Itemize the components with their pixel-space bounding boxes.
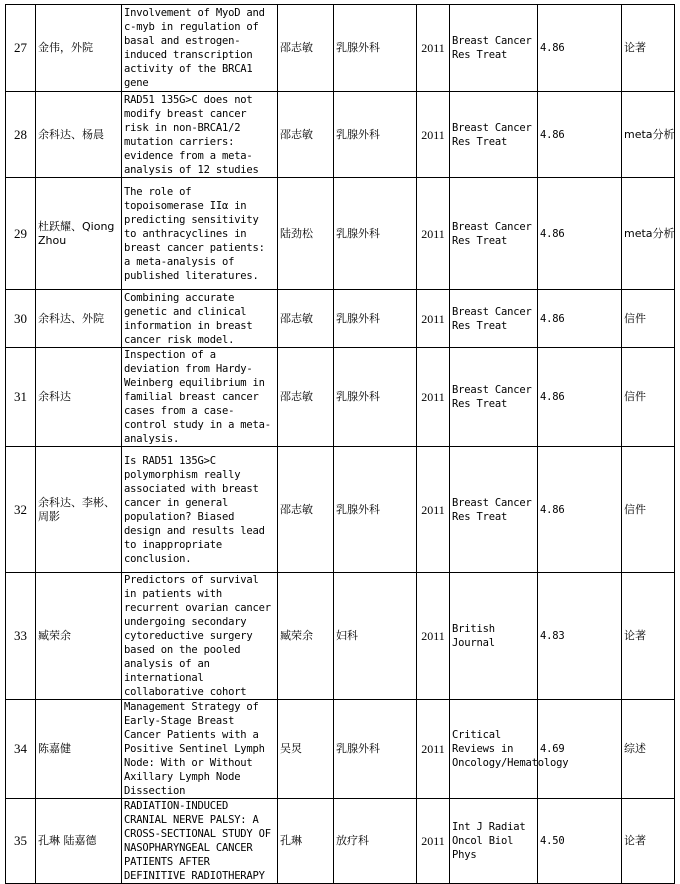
- department-cell: 妇科: [334, 573, 417, 700]
- table-row: [6, 178, 675, 290]
- authors-cell: 余科达、外院: [36, 290, 122, 348]
- table-row: [6, 5, 675, 92]
- impact-factor-cell: 4.86: [538, 447, 622, 573]
- title-cell: Predictors of survival in patients with recurrent ovarian cancer undergoing secondary cytoreductive surgery based on the pooled analysis of an international collaborative cohort: [122, 573, 278, 700]
- department-cell: 乳腺外科: [334, 447, 417, 573]
- impact-factor-cell: 4.86: [538, 178, 622, 290]
- authors-cell: 孔琳 陆嘉德: [36, 799, 122, 884]
- impact-factor-cell: 4.50: [538, 799, 622, 884]
- article-type-cell: 信件: [622, 447, 675, 573]
- title-cell: Is RAD51 135G>C polymorphism really associated with breast cancer in general population? Biased design and results lead to inappropriate conclusion.: [122, 447, 278, 573]
- title-cell: Involvement of MyoD and c-myb in regulation of basal and estrogen-induced transcription activity of the BRCA1 gene: [122, 5, 278, 92]
- impact-factor-cell: 4.86: [538, 290, 622, 348]
- impact-factor-cell: 4.83: [538, 573, 622, 700]
- row-number: 31: [6, 348, 36, 447]
- article-type-cell: 信件: [622, 290, 675, 348]
- row-number: 35: [6, 799, 36, 884]
- journal-cell: Breast Cancer Res Treat: [450, 5, 538, 92]
- table-row: [6, 447, 675, 573]
- department-cell: 乳腺外科: [334, 92, 417, 178]
- journal-cell: British Journal: [450, 573, 538, 700]
- journal-cell: Critical Reviews in Oncology/Hematology: [450, 700, 538, 799]
- corresponding-author-cell: 邵志敏: [278, 5, 334, 92]
- impact-factor-cell: 4.69: [538, 700, 622, 799]
- authors-cell: 余科达、杨晨: [36, 92, 122, 178]
- journal-cell: Breast Cancer Res Treat: [450, 178, 538, 290]
- year-cell: 2011: [417, 799, 450, 884]
- publication-table: [5, 4, 675, 884]
- title-cell: RAD51 135G>C does not modify breast cancer risk in non-BRCA1/2 mutation carriers: evidence from a meta-analysis of 12 studies: [122, 92, 278, 178]
- authors-cell: 臧荣余: [36, 573, 122, 700]
- table-body: [6, 5, 675, 884]
- department-cell: 乳腺外科: [334, 178, 417, 290]
- authors-cell: 余科达: [36, 348, 122, 447]
- row-number: 30: [6, 290, 36, 348]
- journal-cell: Breast Cancer Res Treat: [450, 447, 538, 573]
- authors-cell: 金伟，外院: [36, 5, 122, 92]
- row-number: 33: [6, 573, 36, 700]
- row-number: 28: [6, 92, 36, 178]
- corresponding-author-cell: 陆劲松: [278, 178, 334, 290]
- authors-cell: 余科达、李彬、周影: [36, 447, 122, 573]
- row-number: 27: [6, 5, 36, 92]
- year-cell: 2011: [417, 178, 450, 290]
- title-cell: RADIATION-INDUCED CRANIAL NERVE PALSY: A CROSS-SECTIONAL STUDY OF NASOPHARYNGEAL CANCER PATIENTS AFTER DEFINITIVE RADIOTHERAPY: [122, 799, 278, 884]
- table-row: [6, 799, 675, 884]
- row-number: 32: [6, 447, 36, 573]
- year-cell: 2011: [417, 700, 450, 799]
- row-number: 34: [6, 700, 36, 799]
- journal-cell: Breast Cancer Res Treat: [450, 290, 538, 348]
- corresponding-author-cell: 孔琳: [278, 799, 334, 884]
- year-cell: 2011: [417, 447, 450, 573]
- corresponding-author-cell: 臧荣余: [278, 573, 334, 700]
- table-row: [6, 290, 675, 348]
- title-cell: Management Strategy of Early-Stage Breast Cancer Patients with a Positive Sentinel Lymph Node: With or Without Axillary Lymph Node Dissection: [122, 700, 278, 799]
- article-type-cell: 论著: [622, 799, 675, 884]
- table-row: [6, 92, 675, 178]
- article-type-cell: 综述: [622, 700, 675, 799]
- title-cell: The role of topoisomerase IIα in predicting sensitivity to anthracyclines in breast cancer patients: a meta-analysis of published literatures.: [122, 178, 278, 290]
- department-cell: 乳腺外科: [334, 290, 417, 348]
- journal-cell: Breast Cancer Res Treat: [450, 92, 538, 178]
- article-type-cell: 论著: [622, 5, 675, 92]
- department-cell: 乳腺外科: [334, 348, 417, 447]
- journal-cell: Breast Cancer Res Treat: [450, 348, 538, 447]
- impact-factor-cell: 4.86: [538, 348, 622, 447]
- department-cell: 乳腺外科: [334, 5, 417, 92]
- impact-factor-cell: 4.86: [538, 92, 622, 178]
- corresponding-author-cell: 邵志敏: [278, 290, 334, 348]
- department-cell: 放疗科: [334, 799, 417, 884]
- journal-cell: Int J Radiat Oncol Biol Phys: [450, 799, 538, 884]
- title-cell: Inspection of a deviation from Hardy-Weinberg equilibrium in familial breast cancer cases from a case-control study in a meta-analysis.: [122, 348, 278, 447]
- corresponding-author-cell: 邵志敏: [278, 348, 334, 447]
- table-row: [6, 348, 675, 447]
- year-cell: 2011: [417, 573, 450, 700]
- year-cell: 2011: [417, 348, 450, 447]
- authors-cell: 陈嘉健: [36, 700, 122, 799]
- year-cell: 2011: [417, 92, 450, 178]
- corresponding-author-cell: 吴炅: [278, 700, 334, 799]
- article-type-cell: meta分析: [622, 92, 675, 178]
- article-type-cell: 信件: [622, 348, 675, 447]
- authors-cell: 杜跃耀、Qiong Zhou: [36, 178, 122, 290]
- year-cell: 2011: [417, 290, 450, 348]
- department-cell: 乳腺外科: [334, 700, 417, 799]
- impact-factor-cell: 4.86: [538, 5, 622, 92]
- article-type-cell: meta分析: [622, 178, 675, 290]
- table-row: [6, 573, 675, 700]
- title-cell: Combining accurate genetic and clinical information in breast cancer risk model.: [122, 290, 278, 348]
- table-row: [6, 700, 675, 799]
- row-number: 29: [6, 178, 36, 290]
- article-type-cell: 论著: [622, 573, 675, 700]
- corresponding-author-cell: 邵志敏: [278, 92, 334, 178]
- corresponding-author-cell: 邵志敏: [278, 447, 334, 573]
- year-cell: 2011: [417, 5, 450, 92]
